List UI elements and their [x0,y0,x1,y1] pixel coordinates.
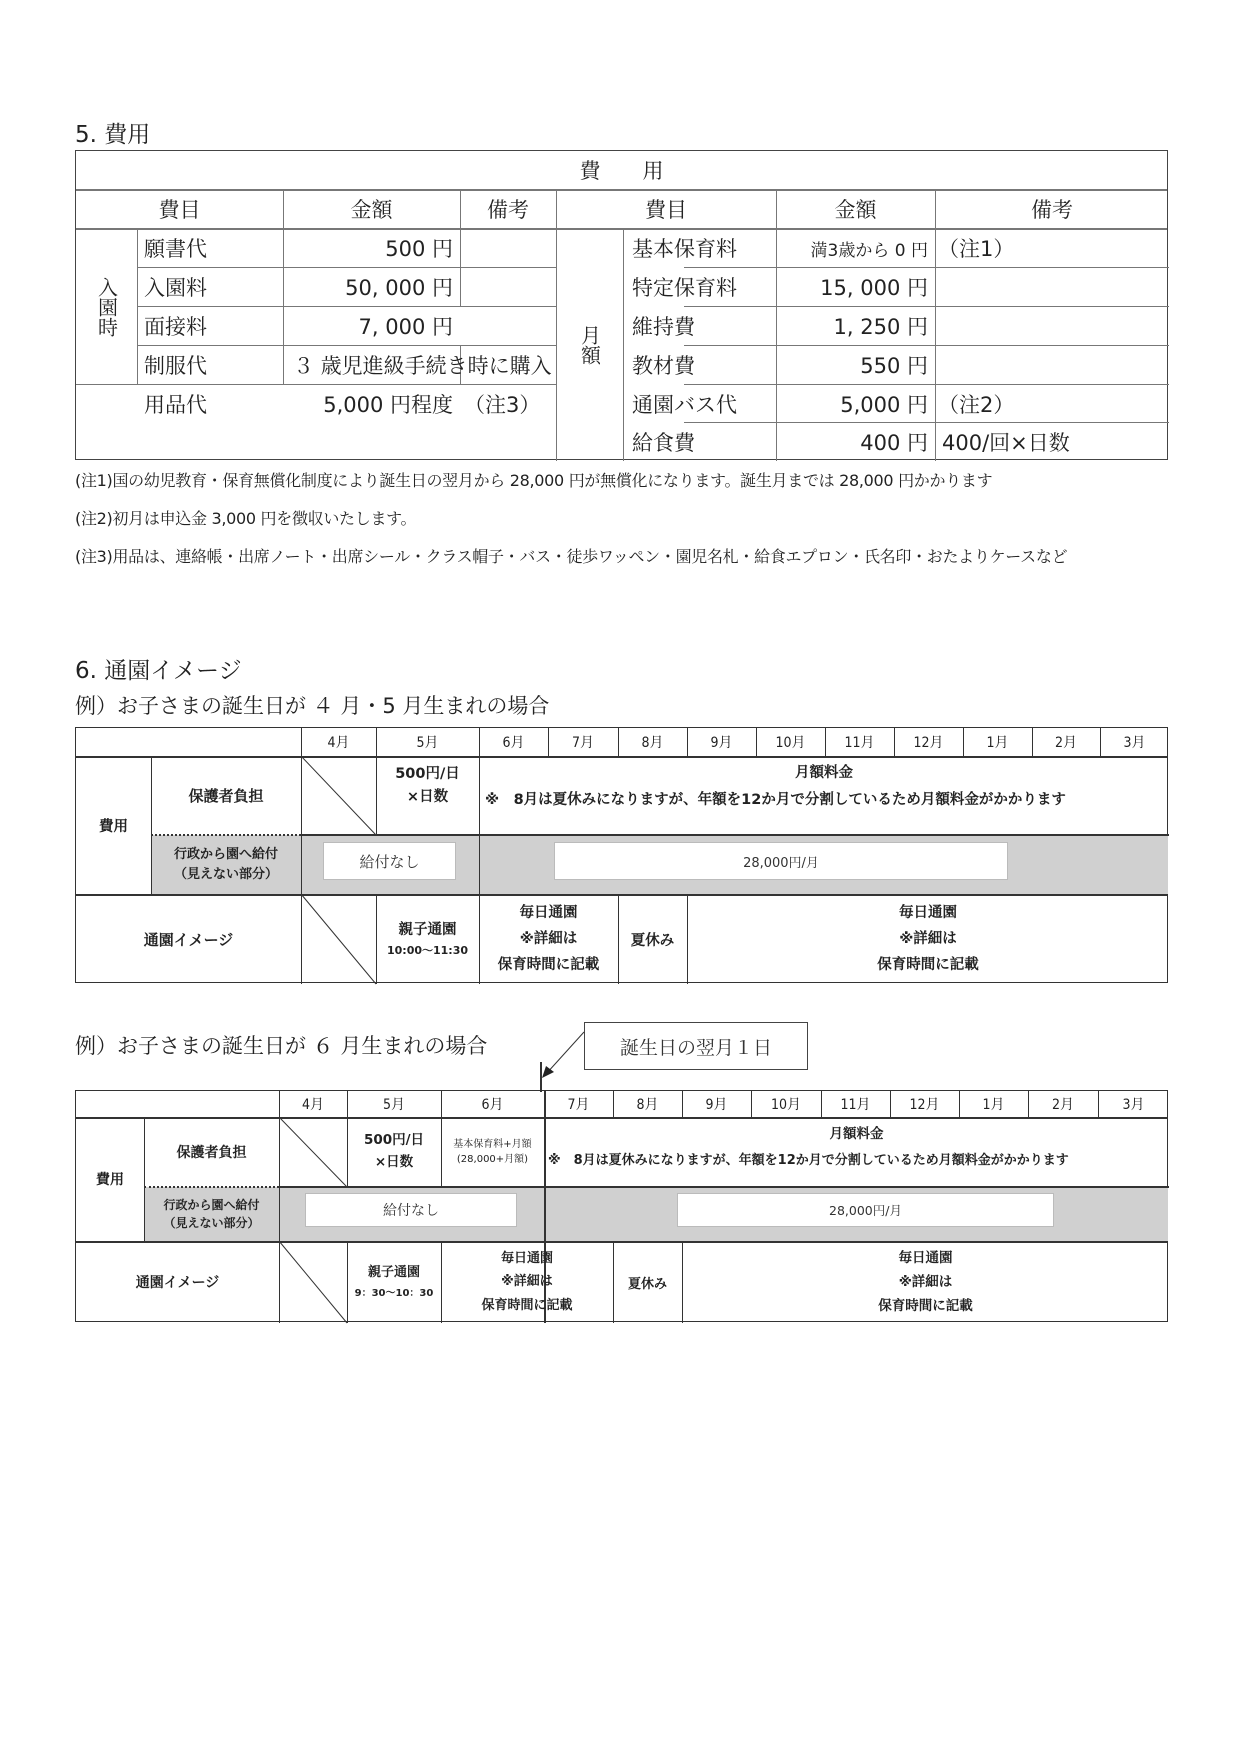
benefit-box: 28,000円/月 [554,842,1008,880]
month-header: 8月 [636,1097,659,1113]
daily-line1: 毎日通園 [899,904,957,921]
daily-line3: 保育時間に記載 [878,1298,973,1315]
parent-burden-label: 保護者負担 [188,786,264,805]
monthly-amount: 満3歳から 0 円 [810,240,928,261]
monthly-amount: 550 円 [860,354,928,378]
month-header: 12月 [909,1097,940,1113]
month-header: 6月 [502,735,525,751]
may-fee-line2: ×日数 [374,1153,414,1170]
entry-amount: 50, 000 円 [345,276,453,300]
daily-attendance-1 [441,1241,613,1323]
parent-child-attendance [347,1241,441,1323]
month-header: 9月 [710,735,733,751]
parent-child-time: 9：30～10：30 [354,1287,434,1299]
empty-cell-diagonal [301,894,376,984]
daily-line2: ※詳細は [519,930,578,947]
header-item-left: 費目 [158,197,201,222]
gov-benefit-label [151,835,301,894]
monthly-fee-title: 月額料金 [795,764,853,781]
summer-break: 夏休み [630,932,675,949]
fee-table [75,150,1168,460]
no-benefit-box: 給付なし [305,1193,517,1227]
month-header: 11月 [844,735,875,751]
month-header: 2月 [1054,735,1077,751]
birth-month-marker [540,1062,542,1092]
header-amount-left: 金額 [350,197,393,222]
month-header: 4月 [301,1097,324,1113]
daily-line2: ※詳細は [898,1273,953,1290]
month-header: 3月 [1123,735,1146,751]
footnote-1: (注1)国の幼児教育・保育無償化制度により誕生日の翌月から 28,000 円が無償化になります。誕生月までは 28,000 円かかります [75,471,993,490]
month-header: 8月 [641,735,664,751]
attendance-label: 通園イメージ [135,1275,220,1291]
may-fee-line1: 500円/日 [363,1131,425,1148]
entry-item: 面接料 [144,315,207,339]
may-fee-cell [347,1117,441,1186]
daily-line3: 保育時間に記載 [497,957,600,974]
month-header: 1月 [986,735,1009,751]
daily-line3: 保育時間に記載 [481,1297,573,1313]
monthly-note: （注2） [938,393,1015,417]
example-1-caption: 例）お子さまの誕生日が ４ 月・5 月生まれの場合 [75,694,550,718]
daily-line1: 毎日通園 [519,904,578,921]
entry-item: 入園料 [144,276,207,300]
month-header: 6月 [481,1097,504,1113]
entry-amount: 5,000 円程度 [323,393,453,417]
timeline-table-1 [75,727,1168,983]
month-header: 11月 [840,1097,871,1113]
june-fee-line1: 基本保育料+月額 [453,1138,532,1150]
gov-benefit-line1: 行政から園へ給付 [163,1198,260,1212]
daily-attendance-2 [682,1241,1169,1323]
callout-arrow-icon [540,1030,590,1080]
no-benefit-box: 給付なし [323,842,456,880]
month-header: 9月 [705,1097,728,1113]
june-fee-cell [441,1117,544,1186]
may-fee-cell [376,756,479,816]
header-item-right: 費目 [645,197,687,222]
parent-child-time: 10:00～11:30 [386,943,469,957]
header-note-left: 備考 [487,197,529,222]
daily-line1: 毎日通園 [898,1249,953,1266]
monthly-item: 維持費 [632,315,695,339]
june-fee-line2: (28,000+月額) [456,1153,529,1165]
entry-amount: 500 円 [385,237,453,261]
entry-item: 制服代 [144,354,207,378]
gov-benefit-line1: 行政から園へ給付 [173,847,278,862]
monthly-note: （注1） [938,237,1015,261]
empty-cell-diagonal [279,1241,347,1323]
monthly-note: 400/回×日数 [942,431,1070,455]
parent-child-line1: 親子通園 [367,1265,420,1281]
attendance-label: 通園イメージ [143,930,234,949]
monthly-item: 給食費 [632,431,695,455]
cost-label: 費用 [99,818,128,835]
footnote-2: (注2)初月は申込金 3,000 円を徴収いたします。 [75,509,417,528]
cost-label: 費用 [96,1172,124,1188]
may-fee-line1: 500円/日 [395,765,460,782]
callout-box: 誕生日の翌月１日 [584,1022,808,1070]
daily-attendance-1 [479,894,618,984]
monthly-amount: 400 円 [860,431,928,455]
month-header: 2月 [1051,1097,1074,1113]
monthly-item: 特定保育料 [632,276,737,300]
example-2-caption: 例）お子さまの誕生日が ６ 月生まれの場合 [75,1034,488,1058]
monthly-item: 教材費 [632,354,695,378]
benefit-box: 28,000円/月 [677,1193,1054,1227]
section-5-title: 5. 費用 [75,122,151,148]
daily-attendance-2 [687,894,1169,984]
entry-amount: ３ 歳児進級手続き時に購入 [293,354,552,378]
daily-line2: ※詳細は [899,930,957,947]
monthly-fee-note: ※ 8月は夏休みになりますが、年額を12か月で分割しているため月額料金がかかります [485,791,1066,808]
timeline-table-2 [75,1090,1168,1322]
daily-line3: 保育時間に記載 [877,957,979,974]
gov-benefit-label [144,1187,279,1241]
header-amount-right: 金額 [834,197,877,222]
month-header: 10月 [775,735,806,751]
group-label-entry: 入園時 [94,276,119,337]
parent-child-attendance [376,894,479,984]
group-label-monthly: 月額 [577,325,602,365]
month-header: 7月 [571,735,594,751]
month-header: 10月 [770,1097,802,1113]
empty-cell-diagonal [301,756,376,835]
parent-burden-label: 保護者負担 [176,1144,247,1161]
empty-cell-diagonal [279,1117,347,1187]
parent-child-line1: 親子通園 [398,921,457,938]
monthly-amount: 5,000 円 [840,393,928,417]
may-fee-line2: ×日数 [406,789,449,805]
month-header: 12月 [913,735,944,751]
entry-amount: 7, 000 円 [358,315,453,339]
monthly-amount: 15, 000 円 [820,276,928,300]
monthly-item: 通園バス代 [632,393,737,417]
header-note-right: 備考 [1031,197,1073,222]
month-header: 7月 [567,1097,590,1113]
month-header: 1月 [982,1097,1005,1113]
entry-item: 願書代 [144,237,207,261]
gov-benefit-line2: （見えない部分） [163,1216,260,1230]
monthly-fee-title: 月額料金 [829,1126,884,1142]
monthly-item: 基本保育料 [632,237,737,261]
summer-break: 夏休み [627,1276,667,1292]
daily-line1: 毎日通園 [500,1250,553,1266]
gov-benefit-line2: （見えない部分） [173,866,278,882]
month-header: 4月 [327,735,350,751]
entry-item: 用品代 [144,393,207,417]
section-6-title: 6. 通園イメージ [75,658,242,684]
month-header: 5月 [416,735,439,751]
fee-table-title: 費 用 [579,159,664,183]
month-header: 3月 [1122,1097,1145,1113]
entry-note: （注3） [464,393,541,417]
monthly-amount: 1, 250 円 [833,315,928,339]
monthly-fee-note: ※ 8月は夏休みになりますが、年額を12か月で分割しているため月額料金がかかります [548,1152,1069,1168]
daily-line2: ※詳細は [501,1274,553,1290]
footnote-3: (注3)用品は、連絡帳・出席ノート・出席シール・クラス帽子・バス・徒歩ワッペン・園児名札・給食エプロン・氏名印・おたよりケースなど [75,547,1068,566]
month-header: 5月 [382,1097,405,1113]
